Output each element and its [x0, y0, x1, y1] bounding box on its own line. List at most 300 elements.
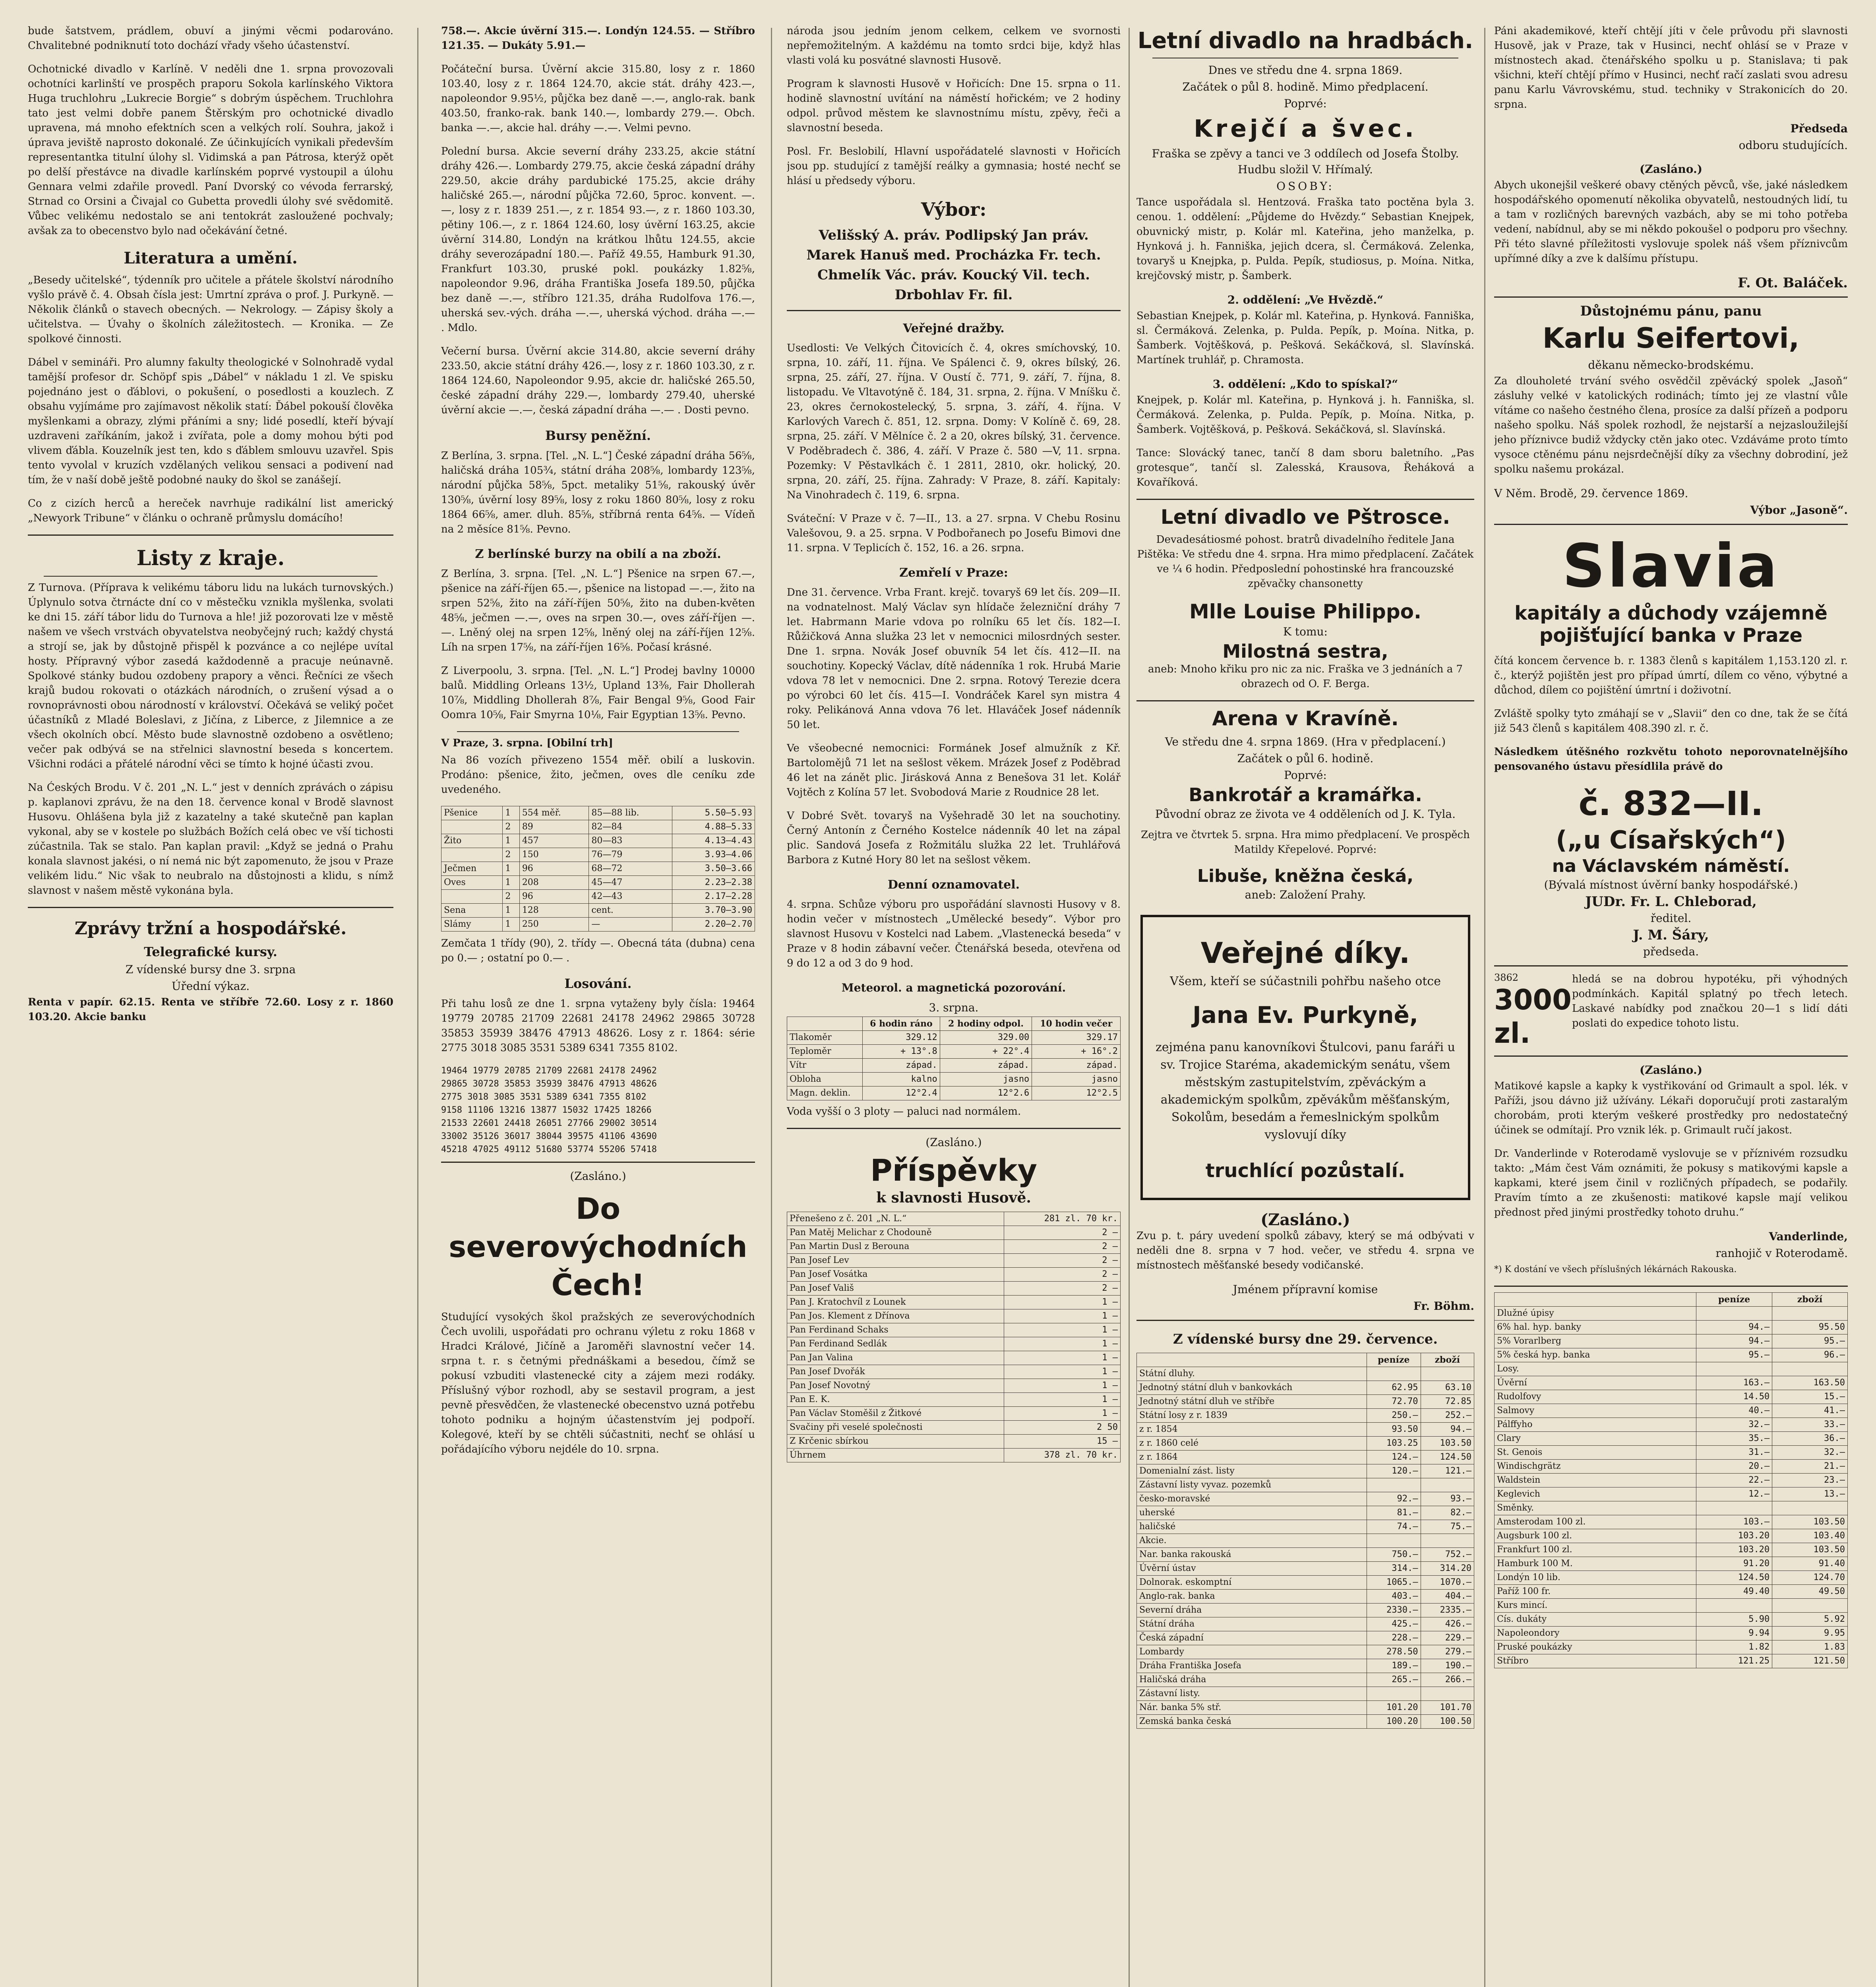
- zaslano-heading: (Zasláno.): [570, 1170, 626, 1183]
- table-cell: 228.—: [1367, 1631, 1421, 1645]
- table-cell: 266.—: [1421, 1673, 1474, 1687]
- lottery-number-line: 2775 3018 3085 3531 5389 6341 7355 8102: [441, 1092, 647, 1102]
- column-rule: [771, 28, 772, 1987]
- divider: [787, 310, 1121, 311]
- table-cell: Pan J. Kratochvíl z Lounek: [787, 1296, 1004, 1309]
- zaslano-note: *) K dostání ve všech příslušných lékárnách Rakouska.: [1494, 1265, 1737, 1274]
- burse-liverpool-text: Z Liverpoolu, 3. srpna. [Tel. „N. L.“] Prodej bavlny 10000 balů. Middling Orleans 13½, Upland 13⅜, Fair Dhollerah 10⅞, Middling Dhollerah 8⅞, Fair Bengal 9⅝, Good Fair Oomra 10⅝, Fair Smyrna 10⅛, Fair Egyptian 13⅝. Pevno.: [441, 665, 755, 721]
- table-cell: [1696, 1599, 1772, 1613]
- table-cell: [1367, 1534, 1421, 1548]
- slavia-sub: kapitály a důchody vzájemně: [1514, 602, 1828, 624]
- table-cell: 1 —: [1004, 1407, 1121, 1421]
- table-row: [1495, 1404, 1848, 1418]
- table-cell: 42—43: [589, 890, 672, 904]
- table-cell: Akcie.: [1137, 1534, 1367, 1548]
- table-cell: 76—79: [589, 848, 672, 862]
- table-cell: 121.50: [1772, 1654, 1848, 1668]
- divider: [1136, 499, 1474, 500]
- bourse-table: [1136, 1353, 1474, 1729]
- table-row: [1137, 1715, 1474, 1729]
- table-cell: 100.50: [1421, 1715, 1474, 1729]
- severovychod-text: Studující vysokých škol pražských ze severovýchodních Čech uvolili, uspořádati pro ochranu výletu z roku 1868 v Hradci Králové, Jičíně a Jaroměři slavnostní večer 14. srpna t. r. s četnými přednáškami a besedou, čímž se pokusí vzbuditi vlastenecké city a zájem mezi rodáky. Příslušný výbor rozhodl, aby se sestavil program, a jest pevně přesvědčen, že vlastenecké obecenstvo uzná potřebu tohoto podniku a hojným účastenstvím jej podpoří. Kolegové, kteří by se chtěli súčastniti, nechť se ohlásí u pořádajícího výboru nejdéle do 10. srpna.: [441, 1311, 755, 1455]
- table-row: [787, 1407, 1121, 1421]
- table-row: [1137, 1367, 1474, 1381]
- table-cell: Nár. banka 5% stř.: [1137, 1701, 1367, 1715]
- table-header-cell: 6 hodin ráno: [863, 1017, 940, 1031]
- table-cell: 91.40: [1772, 1557, 1848, 1571]
- newspaper-page: [28, 24, 1848, 1987]
- table-cell: 49.40: [1696, 1585, 1772, 1599]
- table-cell: Přenešeno z č. 201 „N. L.“: [787, 1212, 1004, 1226]
- table-cell: Státní dluhy.: [1137, 1367, 1367, 1381]
- table-cell: 252.—: [1421, 1409, 1474, 1423]
- listy-heading: Listy z kraje.: [136, 546, 285, 570]
- zaslano-heading: (Zasláno.): [1640, 1063, 1702, 1077]
- table-cell: 1: [503, 918, 519, 932]
- table-cell: 101.70: [1421, 1701, 1474, 1715]
- lottery-number-line: 45218 47025 49112 51680 53774 55206 57418: [441, 1145, 657, 1154]
- hus-festival-note: Posl. Fr. Beslobilí, Hlavní uspořádatelé slavnosti v Hořicích jsou pp. studující z tamější reálky a gymnasia; hosté nechť se hlásí u předsedy výboru.: [787, 145, 1121, 187]
- table-row: [787, 1045, 1121, 1059]
- table-row: [441, 862, 755, 876]
- loan-number: 3862: [1494, 972, 1519, 983]
- bourse-table-2: [1494, 1292, 1848, 1668]
- table-cell: 281 zl. 70 kr.: [1004, 1212, 1121, 1226]
- table-cell: [441, 820, 503, 834]
- table-cell: 1 —: [1004, 1337, 1121, 1351]
- listy-article: Z Turnova. (Příprava k velikému táboru lidu na lukách turnovských.) Úplynulo sotva čtrnácte dní co v městečku vznikla myšlenka, svolati ke dni 15. září tábor lidu do Turnova a hle! již pozorovati lze v městě našem ve všech vrstvách obyvatelstva neobyčejný ruch; každý chystá a strojí se, jak by důstojně přispěl k pozvánce a co nejlépe uvítal hosty. Přípravný výbor zasedá každodenně a pracuje neúnavně. Spolkové stánky budou ozdobeny prapory a věnci. Řečníci ze všech krajů budou rokovati o otázkách národních, o zrušení výsad a o rovnoprávnosti obou národností v království. Očekává se veliký počet účastníků z Mladé Boleslavi, z Jičína, z Liberce, z Jilemnice a ze všech okolních obcí. Město bude slavnostně ozdobeno a osvětleno; večer pak odbývá se na střelnici slavnostní beseda s koncertem. Všichni rodáci a přátelé národní věci se tímto k hojné účasti zvou.: [28, 582, 393, 770]
- table-cell: Zástavní listy.: [1137, 1687, 1367, 1701]
- table-row: [1137, 1631, 1474, 1645]
- slavia-chairman-role: předseda.: [1643, 945, 1699, 958]
- divider: [787, 1128, 1121, 1129]
- table-cell: [1772, 1501, 1848, 1515]
- table-cell: 278.50: [1367, 1645, 1421, 1659]
- table-cell: 2 50: [1004, 1421, 1121, 1435]
- table-header-cell: zboží: [1421, 1353, 1474, 1367]
- table-cell: 5% Vorarlberg: [1495, 1334, 1696, 1348]
- table-cell: Sena: [441, 904, 503, 918]
- table-header-row: [1495, 1293, 1848, 1307]
- burse-grain-heading: Z berlínské burzy na obilí a na zboží.: [475, 547, 721, 561]
- theatre3-first: Poprvé:: [1284, 769, 1327, 782]
- table-row: [1495, 1432, 1848, 1446]
- table-cell: 74.—: [1367, 1520, 1421, 1534]
- divider: [1494, 1286, 1848, 1287]
- table-header-cell: [1495, 1293, 1696, 1307]
- table-cell: 250.—: [1367, 1409, 1421, 1423]
- committee-names: [787, 226, 1121, 304]
- table-cell: 2: [503, 890, 519, 904]
- table-row: [1495, 1515, 1848, 1529]
- table-row: [787, 1421, 1121, 1435]
- telegraph-rates: Renta v papír. 62.15. Renta ve stříbře 72.60. Losy z r. 1860 103.20. Akcie banku: [28, 996, 393, 1023]
- table-cell: 4.13—4.43: [672, 834, 755, 848]
- table-cell: 85—88 lib.: [589, 806, 672, 820]
- divider: [441, 1162, 755, 1163]
- table-row: [1495, 1627, 1848, 1640]
- table-row: [1137, 1548, 1474, 1562]
- table-cell: 1065.—: [1367, 1576, 1421, 1590]
- table-cell: 329.17: [1032, 1031, 1121, 1045]
- table-cell: 23.—: [1772, 1474, 1848, 1487]
- table-row: [441, 834, 755, 848]
- table-cell: 1.83: [1772, 1640, 1848, 1654]
- table-row: [1137, 1492, 1474, 1506]
- table-row: [1137, 1381, 1474, 1395]
- table-cell: 93.—: [1421, 1492, 1474, 1506]
- table-cell: 2 —: [1004, 1268, 1121, 1282]
- table-cell: 81.—: [1367, 1506, 1421, 1520]
- divider: [44, 576, 378, 577]
- divider: [1494, 524, 1848, 525]
- table-cell: 425.—: [1367, 1617, 1421, 1631]
- table-cell: [1421, 1478, 1474, 1492]
- table-cell: Domenialní zást. listy: [1137, 1464, 1367, 1478]
- table-cell: + 13°.8: [863, 1045, 940, 1059]
- table-cell: Hamburk 100 M.: [1495, 1557, 1696, 1571]
- table-cell: Losy.: [1495, 1362, 1696, 1376]
- table-row: [1137, 1409, 1474, 1423]
- table-row: [441, 904, 755, 918]
- table-cell: Salmovy: [1495, 1404, 1696, 1418]
- auctions-text: Sváteční: V Praze v č. 7—II., 13. a 27. srpna. V Chebu Rosinu Valešovou, 9. a 25. srpna. V Podbořanech po Josefu Bimovi dne 11. srpna. V Teplicích č. 152, 16. a 26. srpna.: [787, 513, 1121, 554]
- academic-notice: Páni akademikové, kteří chtějí jíti v čele průvodu při slavnosti Husově, jak v Praze, tak v Husinci, nechť ohlásí se v Praze v místnostech akad. čtenářského spolku u p. Stanislava; ti pak všichni, kteří chtějí přímo v Husinci, nechť račí zaslati svou adresu panu Karlu Vávrovskému, stud. techniky v Strakonicích do 20. srpna.: [1494, 25, 1848, 110]
- table-cell: [441, 890, 503, 904]
- table-cell: 2335.—: [1421, 1604, 1474, 1617]
- burse-evening: Večerní bursa. Úvěrní akcie 314.80, akcie severní dráhy 233.50, akcie státní dráhy 426.—, losy z r. 1860 103.30, z r. 1864 124.60, Napoleondor 9.95, akcie dr. haličské 265.50, české západní dráhy 229.—, lombardy 279.40, uherské úvěrní akcie —.—, česká západní dráha —.— . Dosti pevno.: [441, 345, 755, 416]
- slavia-place: na Václavském náměstí.: [1552, 856, 1790, 876]
- table-cell: 279.—: [1421, 1645, 1474, 1659]
- theatre2-heading: Letní divadlo ve Pštrosce.: [1160, 505, 1450, 529]
- table-cell: Waldstein: [1495, 1474, 1696, 1487]
- table-cell: 94.—: [1421, 1423, 1474, 1437]
- meteo-table: [787, 1017, 1121, 1100]
- committee-member-line: Velišský A. práv. Podlipský Jan práv.: [819, 227, 1089, 243]
- table-cell: 94.—: [1696, 1334, 1772, 1348]
- table-row: [1495, 1362, 1848, 1376]
- table-cell: Státní dráha: [1137, 1617, 1367, 1631]
- table-cell: Teploměr: [787, 1045, 863, 1059]
- table-cell: 14.50: [1696, 1390, 1772, 1404]
- slavia-sub: pojišťující banka v Praze: [1539, 624, 1803, 647]
- table-cell: 89: [519, 820, 589, 834]
- table-cell: Úvěrní: [1495, 1376, 1696, 1390]
- daily-notices-text: 4. srpna. Schůze výboru pro uspořádání slavnosti Husovy v 8. hodin večer v místnostech „Umělecké besedy“. Výbor pro slavnost Husovu v Kostelci nad Labem. „Vlastenecká beseda“ v Praze v 8 hodin zábavní večer. Čtenářská beseda, otevřena od 9 do 12 a od 3 do 9 hod.: [787, 899, 1121, 969]
- table-header-cell: zboží: [1772, 1293, 1848, 1307]
- table-header-row: [787, 1017, 1121, 1031]
- table-cell: 265.—: [1367, 1673, 1421, 1687]
- prague-market-note: Zemčata 1 třídy (90), 2. třídy —. Obecná táta (dubna) cena po 0.— ; ostatní po 0.— .: [441, 937, 755, 964]
- column-rule: [1484, 28, 1485, 1987]
- slavia-text: Zvláště spolky tyto zmáhají se v „Slavii“ den co dne, tak že se čítá již 543 členů s kapitálem 408.390 zl. r. č.: [1494, 708, 1848, 734]
- table-cell: 752.—: [1421, 1548, 1474, 1562]
- table-cell: [441, 848, 503, 862]
- table-cell: Pruské poukázky: [1495, 1640, 1696, 1654]
- table-cell: Amsterodam 100 zl.: [1495, 1515, 1696, 1529]
- table-row: [787, 1365, 1121, 1379]
- table-row: [787, 1435, 1121, 1449]
- severovychod-title: Do severovýchodních Čech!: [449, 1192, 747, 1302]
- slavia-text: čítá koncem července b. r. 1383 členů s kapitálem 1,153.120 zl. r. č., kterýž pojištěn jest pro případ úmrtí, dílem co věno, výbytné a důchod, dílem co pojištění úmrtní i doživotní.: [1494, 655, 1848, 696]
- bourse-heading: Z vídenské bursy dne 29. července.: [1173, 1331, 1438, 1347]
- auctions-text: Usedlosti: Ve Velkých Čitovicích č. 4, okres smíchovský, 10. srpna, 10. září, 11. října. Ve Spálenci č. 9, okres bílský, 26. srpna, 25. září, 27. října. V Oustí č. 771, 9. září, 7. října, 8. listopadu. Ve Vltavotýně č. 184, 31. srpna, 2. října. V Mníšku č. 23, okres černokostelecký, 5. srpna, 3. září, 4. října. V Karlových Varech č. 851, 12. srpna. Domy: V Kolíně č. 69, 28. srpna, 25. září. V Mělníce č. 2 a 20, okres bílský, 31. července. V Poděbradech č. 386, 4. září. V Praze č. 580 —V, 11. srpna. Pozemky: V Pěstavlkách č. 1 2811, 2810, okr. holický, 20. srpna, 20. září, 25. října. Zahrady: V Praze, 8. září. Kapitaly: Na Vinohradech č. 119, 6. srpna.: [787, 342, 1121, 501]
- table-row: [1495, 1321, 1848, 1334]
- table-row: [787, 1212, 1121, 1226]
- table-row: [1495, 1390, 1848, 1404]
- telegraph-sub: Z vídenské bursy dne 3. srpna: [125, 963, 296, 976]
- table-cell: Zemská banka česká: [1137, 1715, 1367, 1729]
- table-row: [1137, 1659, 1474, 1673]
- public-thanks-title: Veřejné díky.: [1200, 936, 1410, 970]
- burse-initial: Počáteční bursa. Úvěrní akcie 315.80, losy z r. 1860 103.40, losy z r. 1864 124.70, akcie stát. dráhy 423.—, napoleondor 9.95½, půjčka bez daně —.—, anglo-rak. bank 403.50, franko-rak. bank 140.—, lombardy 279.—. Obch. banka —.—, akcie hal. dráhy —.—. Velmi pevno.: [441, 63, 755, 134]
- table-cell: 9.94: [1696, 1627, 1772, 1640]
- table-cell: 93.50: [1367, 1423, 1421, 1437]
- slavia-director: JUDr. Fr. L. Chleborad,: [1585, 894, 1757, 910]
- table-cell: Vítr: [787, 1059, 863, 1073]
- table-cell: [1772, 1307, 1848, 1321]
- theatre1-cast: Tance uspořádala sl. Hentzová. Fraška tato poctěna byla 3. cenou. 1. oddělení: „Půjdeme do Hvězdy.“ Sebastian Knejpek, obuvnický mistr, p. Kolár ml. Kateřina, jeho manželka, p. Hynková j. h. Fanniška, jejich dcera, sl. Čermáková. Zelenka, tovaryš u Knejpka, p. Pulda. Pepík, studiosus, p. Moína. Nitka, krejčovský mistr, p. Šamberk.: [1136, 196, 1474, 282]
- table-cell: 1: [503, 904, 519, 918]
- table-cell: Kurs mincí.: [1495, 1599, 1696, 1613]
- literature-text: „Besedy učitelské“, týdenník pro učitele a přátele školství národního vyšlo právě č. 4. Obsah čísla jest: Umrtní zpráva o prof. J. Purkyně. — Několik článků o stavech obecných. — Nekrology. — Zápisy školy a učitelstva. — Úvahy o školních záležitostech. — Kronika. — Ze spolkové činnosti.: [28, 274, 393, 345]
- table-cell: 15 —: [1004, 1435, 1121, 1449]
- table-cell: [1367, 1687, 1421, 1701]
- theatre3-title: Bankrotář a kramářka.: [1189, 784, 1422, 806]
- theatre1-heading: Letní divadlo na hradbách.: [1137, 28, 1473, 54]
- table-cell: Haličská dráha: [1137, 1673, 1367, 1687]
- table-cell: 1 —: [1004, 1365, 1121, 1379]
- table-cell: 2: [503, 820, 519, 834]
- table-cell: 12°2.5: [1032, 1086, 1121, 1100]
- table-cell: —: [589, 918, 672, 932]
- table-cell: 32.—: [1772, 1446, 1848, 1460]
- theatre2-text2: aneb: Mnoho křiku pro nic za nic. Fraška ve 3 jednáních a 7 obrazech od O. F. Berga.: [1148, 663, 1463, 690]
- theatre1-first: Poprvé:: [1284, 97, 1327, 110]
- table-row: [1137, 1645, 1474, 1659]
- table-cell: Dráha Františka Josefa: [1137, 1659, 1367, 1673]
- table-row: [787, 1296, 1121, 1309]
- table-cell: 1070.—: [1421, 1576, 1474, 1590]
- table-cell: 124.50: [1421, 1451, 1474, 1464]
- table-cell: 190.—: [1421, 1659, 1474, 1673]
- table-cell: 21.—: [1772, 1460, 1848, 1474]
- slavia-place2: (Bývalá místnost úvěrní banky hospodářské.): [1544, 878, 1798, 891]
- table-cell: jasno: [940, 1073, 1032, 1086]
- contributions-title: Příspěvky: [870, 1152, 1038, 1188]
- table-row: [441, 876, 755, 890]
- table-cell: 250: [519, 918, 589, 932]
- prague-market-table: [441, 806, 755, 932]
- table-cell: 5% česká hyp. banka: [1495, 1348, 1696, 1362]
- table-cell: Londýn 10 lib.: [1495, 1571, 1696, 1585]
- table-row: [1137, 1687, 1474, 1701]
- table-row: [787, 1309, 1121, 1323]
- zaslano-text: Dr. Vanderlinde v Roterodamě vyslovuje se v příznivém rozsudku takto: „Mám čest Vám oznámiti, že pokusy s matikovými kapsle a kapkami, které jsem činil v rozličných případech, se podařily. Pravím tímto a ze zkušenosti: matikové kapsle mají velikou přednost před jinými prostředky tohoto druhu.“: [1494, 1148, 1848, 1218]
- table-cell: Pan Ferdinand Sedlák: [787, 1337, 1004, 1351]
- academic-notice-sign: Předseda: [1790, 122, 1848, 135]
- committee-member-line: Drbohlav Fr. fil.: [894, 287, 1013, 303]
- table-cell: Žito: [441, 834, 503, 848]
- table-row: [441, 820, 755, 834]
- literature-heading: Literatura a umění.: [124, 249, 298, 267]
- table-cell: Úhrnem: [787, 1449, 1004, 1462]
- burse-money-text: Z Berlína, 3. srpna. [Tel. „N. L.“] České západní dráha 56⅝, haličská dráha 105¾, státní dráha 208⅝, lombardy 123⅝, národní půjčka 58⅝, 5pct. metaliky 51⅝, rakouský úvěr 130⅝, úvěrní losy 89⅝, losy z roku 1860 80⅝, losy z roku 1864 66⅝, amer. dluh. 85⅝, stříbrná renta 64⅝. — Vídeň na 2 měsíce 81⅝. Pevno.: [441, 450, 755, 535]
- deaths-heading: Zemřelí v Praze:: [899, 566, 1008, 580]
- table-row: [1495, 1376, 1848, 1390]
- table-cell: 2.20—2.70: [672, 918, 755, 932]
- divider: [457, 731, 739, 732]
- table-cell: 329.12: [863, 1031, 940, 1045]
- table-row: [787, 1351, 1121, 1365]
- zaslano-sign: ranhojič v Roterodamě.: [1715, 1247, 1848, 1260]
- table-cell: 41.—: [1772, 1404, 1848, 1418]
- table-cell: 12°2.6: [940, 1086, 1032, 1100]
- table-cell: Pálffyho: [1495, 1418, 1696, 1432]
- table-cell: 91.20: [1696, 1557, 1772, 1571]
- table-cell: 1.82: [1696, 1640, 1772, 1654]
- table-cell: 80—83: [589, 834, 672, 848]
- lottery-heading: Losování.: [564, 976, 632, 991]
- table-cell: 15.—: [1772, 1390, 1848, 1404]
- table-cell: 101.20: [1367, 1701, 1421, 1715]
- table-cell: 378 zl. 70 kr.: [1004, 1449, 1121, 1462]
- table-cell: 1: [503, 834, 519, 848]
- table-cell: uherské: [1137, 1506, 1367, 1520]
- zaslano-heading: (Zasláno.): [1640, 163, 1702, 176]
- table-cell: 124.70: [1772, 1571, 1848, 1585]
- table-cell: haličské: [1137, 1520, 1367, 1534]
- prague-market-text: Na 86 vozích přivezeno 1554 měř. obilí a luskovin. Prodáno: pšenice, žito, ječmen, oves dle ceníku zde uvedeného.: [441, 754, 755, 796]
- table-cell: Státní losy z r. 1839: [1137, 1409, 1367, 1423]
- table-cell: Nar. banka rakouská: [1137, 1548, 1367, 1562]
- loan-ad: [1494, 972, 1848, 1050]
- table-cell: Augsburk 100 zl.: [1495, 1529, 1696, 1543]
- table-cell: 5.92: [1772, 1613, 1848, 1627]
- table-cell: Z Krčenic sbírkou: [787, 1435, 1004, 1449]
- table-cell: Frankfurt 100 zl.: [1495, 1543, 1696, 1557]
- zaslano-sign: F. Ot. Baláček.: [1738, 275, 1848, 291]
- table-row: [1495, 1571, 1848, 1585]
- table-cell: Slámy: [441, 918, 503, 932]
- table-cell: 121.—: [1421, 1464, 1474, 1478]
- table-cell: Windischgrätz: [1495, 1460, 1696, 1474]
- table-cell: Pan Josef Vosátka: [787, 1268, 1004, 1282]
- auctions-heading: Veřejné dražby.: [903, 321, 1005, 335]
- table-cell: Obloha: [787, 1073, 863, 1086]
- table-header-cell: peníze: [1367, 1353, 1421, 1367]
- zaslano-heading: (Zasláno.): [1260, 1210, 1350, 1229]
- table-row: [1495, 1654, 1848, 1668]
- table-cell: z r. 1854: [1137, 1423, 1367, 1437]
- table-row: [441, 918, 755, 932]
- table-cell: 96: [519, 862, 589, 876]
- burse-grain-text: Z Berlína, 3. srpna. [Tel. „N. L.“] Pšenice na srpen 67.—, pšenice na září-říjen 65.—, pšenice na listopad —.—, žito na srpen 52⅝, žito na září-říjen 50⅝, žito na duben-květen 48⅝, ječmen —.—, oves na srpen 30.—, oves září-říjen —.—. Lněný olej na srpen 12⅝, lněný olej na září-říjen 12⅝. Líh na srpen 17⅝, na září-říjen 16⅝. Počasí krásné.: [441, 568, 755, 653]
- table-row: [1137, 1590, 1474, 1604]
- table-row: [787, 1240, 1121, 1254]
- theatre3-heading: Arena v Kravíně.: [1212, 707, 1399, 730]
- theatre1-cast2: Sebastian Knejpek, p. Kolár ml. Kateřina, p. Hynková. Fanniška, sl. Čermáková. Zelenka, p. Pulda. Pepík, p. Moína. Nitka, p. Šamberk. Vojtěšková, p. Pešková. Sekáčková, sl. Slavínská. Martínek truhlář, p. Chramosta.: [1136, 310, 1474, 366]
- table-cell: 82.—: [1421, 1506, 1474, 1520]
- theatre1-title: Krejčí a švec.: [1194, 115, 1417, 143]
- committee-heading: Výbor:: [921, 199, 987, 220]
- table-cell: Dlužné úpisy: [1495, 1307, 1696, 1321]
- table-cell: Pan Václav Stoměšil z Žitkové: [787, 1407, 1004, 1421]
- public-thanks-box: [1140, 915, 1470, 1200]
- table-row: [1137, 1451, 1474, 1464]
- table-cell: Pan Matěj Melichar z Chodouně: [787, 1226, 1004, 1240]
- table-row: [1495, 1640, 1848, 1654]
- table-cell: 63.10: [1421, 1381, 1474, 1395]
- table-cell: 6% hal. hyp. banky: [1495, 1321, 1696, 1334]
- table-row: [1137, 1617, 1474, 1631]
- table-cell: 2330.—: [1367, 1604, 1421, 1617]
- table-row: [1495, 1474, 1848, 1487]
- table-row: [1495, 1446, 1848, 1460]
- table-cell: Jednotný státní dluh v bankovkách: [1137, 1381, 1367, 1395]
- table-cell: Zástavní listy vyvaz. pozemků: [1137, 1478, 1367, 1492]
- table-cell: 82—84: [589, 820, 672, 834]
- lottery-number-line: 33002 35126 36017 38044 39575 41106 43690: [441, 1131, 657, 1141]
- theatre3-sub2: aneb: Založení Prahy.: [1245, 888, 1366, 901]
- table-cell: Severní dráha: [1137, 1604, 1367, 1617]
- table-cell: [1696, 1362, 1772, 1376]
- divider: [1136, 700, 1474, 701]
- theatre2-title: Milostná sestra,: [1222, 641, 1388, 662]
- theatre3-tomorrow: Zejtra ve čtvrtek 5. srpna. Hra mimo předplacení. Ve prospěch Matildy Křepelové. Poprvé:: [1141, 829, 1470, 856]
- honor-heading: Důstojnému pánu, panu: [1580, 303, 1762, 319]
- theatre1-dance: Tance: Slovácký tanec, tančí 8 dam sboru baletního. „Pas grotesque“, tančí sl. Zalesská, Krausova, Řeháková a Kovaříková.: [1136, 447, 1474, 488]
- table-cell: 5.90: [1696, 1613, 1772, 1627]
- zaslano-text: Abych ukonejšil veškeré obavy ctěných pěvců, vše, jaké následkem hospodářského opomenutí několika obyvatelů, nestoudných lidí, tu a tam v rozličných barevných vazbách, aby se mi toho potřeba vedení, nabídnul, aby se mi někdo pokoušel o podporu pro všechny. Při této slavné příležitosti vyslovuje spolek náš všem příznivcům upřímné díky a zve k dalšímu přístupu.: [1494, 179, 1848, 265]
- table-row: [787, 1059, 1121, 1073]
- table-cell: 4.88—5.33: [672, 820, 755, 834]
- table-cell: [1696, 1307, 1772, 1321]
- table-cell: Clary: [1495, 1432, 1696, 1446]
- table-row: [1137, 1478, 1474, 1492]
- table-cell: Pan Martin Dusl z Berouna: [787, 1240, 1004, 1254]
- zaslano-sign: Vanderlinde,: [1769, 1230, 1848, 1243]
- table-row: [787, 1254, 1121, 1268]
- zaslano-text: Zvu p. t. páry uvedení spolků zábavy, který se má odbývati v neděli dne 8. srpna v 7 hod. večer, ve středu 4. srpna ve místnostech měšťanské besedy vodičanské.: [1136, 1230, 1474, 1271]
- table-cell: 72.70: [1367, 1395, 1421, 1409]
- table-cell: + 22°.4: [940, 1045, 1032, 1059]
- table-row: [441, 890, 755, 904]
- table-cell: 1 —: [1004, 1351, 1121, 1365]
- slavia-director-role: ředitel.: [1650, 912, 1692, 925]
- telegraph-heading: Telegrafické kursy.: [144, 944, 277, 959]
- table-cell: Jednotný státní dluh ve stříbře: [1137, 1395, 1367, 1409]
- table-cell: 75.—: [1421, 1520, 1474, 1534]
- divider: [1136, 1320, 1474, 1321]
- table-row: [787, 1393, 1121, 1407]
- honor-text: Za dlouholeté trvání svého osvědčil zpěvácký spolek „Jasoň“ zásluhy velké v katolických rodinách; tímto jej ze vlastní vůle vítáme co našeho čestného člena, prosíce za další přízeň a podporu našeho spolku. Náš spolek rozhodl, že nejstarší a nejzasloužilejší jeho příznivce budiž vždycky ctěn jako otec. Vzdáváme proto tímto vysoce ctěnému pánu nejsrdečnější díky za všechny dobrodiní, jež spolku našemu prokázal.: [1494, 375, 1848, 475]
- table-cell: 95.—: [1696, 1348, 1772, 1362]
- table-cell: 314.20: [1421, 1562, 1474, 1576]
- table-cell: 13.—: [1772, 1487, 1848, 1501]
- table-row: [1495, 1529, 1848, 1543]
- table-cell: Ječmen: [441, 862, 503, 876]
- committee-member-line: Chmelík Vác. práv. Koucký Vil. tech.: [817, 267, 1090, 283]
- table-row: [1137, 1701, 1474, 1715]
- deaths-text: Ve všeobecné nemocnici: Formánek Josef almužník z Kř. Bartolomějů 71 let na sešlost věkem. Mrázek Josef z Poděbrad 46 let na zánět plic. Jirásková Anna z Benešova 31 let. Kolář Vojtěch z Kolína 57 let. Svobodová Marie z Roudnice 28 let.: [787, 742, 1121, 798]
- table-cell: Lombardy: [1137, 1645, 1367, 1659]
- table-cell: 94.—: [1696, 1321, 1772, 1334]
- table-cell: 2: [503, 848, 519, 862]
- table-cell: Stříbro: [1495, 1654, 1696, 1668]
- theatre2-text: Devadesátiosmé pohost. bratrů divadelního ředitele Jana Pištěka: Ve středu dne 4. srpna. Hra mimo předplacení. Začátek ve ¼ 6 hodin. Předposlední pohostinské hra francouzské zpěvačky chansonetty: [1137, 534, 1474, 590]
- table-cell: 103.50: [1421, 1437, 1474, 1451]
